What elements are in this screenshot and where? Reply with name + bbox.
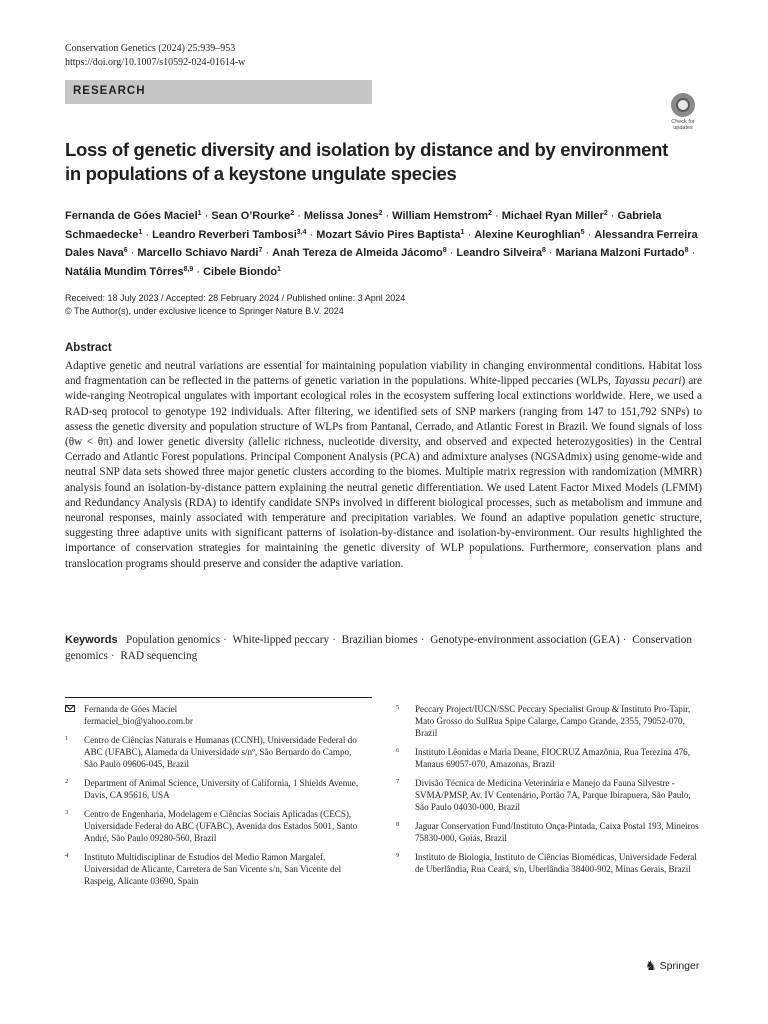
publisher-logo xyxy=(645,958,699,974)
correspondence-name: Fernanda de Góes Maciel xyxy=(84,704,178,714)
journal-citation: Conservation Genetics (2024) 25:939–953 xyxy=(65,43,236,54)
journal-header xyxy=(65,42,245,70)
keywords-label: Keywords xyxy=(65,634,118,646)
author-affiliation-ref: 8 xyxy=(541,247,546,254)
author-affiliation-ref: 8 xyxy=(684,247,689,254)
abstract-part-1: Adaptive genetic and neutral variations are essential for maintaining population viability in changing environmental conditions. Habitat loss and fragmentation can be reflected in the patterns of genetic variation in the populations. White-lipped peccaries (WLPs, xyxy=(65,360,702,388)
affiliation-text: Instituto Multidisciplinar de Estudios del Medio Ramon Margalef, Universidad de Alicante, Carretera de San Vicente s/n, San Vicente del Raspeig, Alicante 03690, Spain xyxy=(84,852,342,886)
author-affiliation-ref: 2 xyxy=(290,210,295,217)
keyword-item: Population genomics xyxy=(125,634,221,646)
affiliation-footnote xyxy=(396,851,706,875)
author-name: Sean O’Rourke xyxy=(211,210,291,222)
check-label-2: updates xyxy=(673,125,693,131)
dates-line: Received: 18 July 2023 / Accepted: 28 February 2024 / Published online: 3 April 2024 xyxy=(65,293,406,303)
doi-link[interactable]: https://doi.org/10.1007/s10592-024-01614-w xyxy=(65,57,246,68)
keyword-item: Conservation genomics xyxy=(65,634,692,662)
check-updates-icon xyxy=(671,93,695,117)
affiliation-number: 6 xyxy=(396,747,400,754)
affiliation-number: 3 xyxy=(65,809,69,816)
affiliation-text: Centro de Ciências Naturais e Humanas (CCNH), Universidade Federal do ABC (UFABC), Alameda da Universidade s/nº, São Bernardo do Campo, São Paulo 09606-045, Brazil xyxy=(84,735,357,769)
author-list: Fernanda de Góes Maciel$^1$ · Sean O’Rourke$^2$ · Melissa Jones$^2$ · William Hemstrom$^2$ · Michael Ryan Miller$^2$ · Gabriela Schmaedecke$^1$ · Leandro Reverberi Tambosi$^{3,4}$ · Mozart Sávio Pires Baptista$^1$ · Alexine Keuroghlian$^5$ · Alessandra Ferreira Dales Nava$^6$ · Marcello Schiavo Nardi$^7$ · Anah Tereza de Almeida Jácomo$^8$ · Leandro Silveira$^8$ · Mariana Malzoni Furtado$^8$ · Natália Mundim Tôrres$^{8,9}$ · Cibele Biondo$^1$ xyxy=(65,210,698,278)
publication-dates xyxy=(65,292,405,317)
affiliation-footnote xyxy=(396,746,706,770)
author-name: Alexine Keuroghlian xyxy=(474,228,581,241)
affiliation-text: Instituto de Biologia, Instituto de Ciências Biomédicas, Universidade Federal de Uberlândia, Rua Ceará, s/n, Uberlândia 38400-902, Minas Gerais, Brazil xyxy=(415,852,697,874)
keyword-item: RAD sequencing xyxy=(120,650,198,662)
affiliation-text: Jaguar Conservation Fund/Instituto Onça-Pintada, Caixa Postal 193, Mineiros 75830-000, Goiás, Brazil xyxy=(415,821,699,843)
author-name: Marcello Schiavo Nardi xyxy=(137,247,259,259)
author-name: Michael Ryan Miller xyxy=(501,210,604,222)
affiliation-number: 5 xyxy=(396,704,400,711)
section-label: RESEARCH xyxy=(65,80,372,104)
author-affiliation-ref: 8 xyxy=(442,247,447,254)
author-affiliation-ref: 2 xyxy=(378,210,383,217)
affiliation-footnote xyxy=(65,734,365,770)
author-affiliation-ref: 5 xyxy=(580,228,585,236)
author-affiliation-ref: 8,9 xyxy=(183,265,194,273)
affiliation-number: 2 xyxy=(65,778,69,785)
author-name: Fernanda de Góes Maciel xyxy=(65,210,198,222)
author-affiliation-ref: 6 xyxy=(123,247,128,254)
affiliation-footnote xyxy=(65,777,365,801)
affiliation-number: 1 xyxy=(65,735,69,742)
affiliation-text: Divisão Técnica de Medicina Veterinária e Manejo da Fauna Silvestre - SVMA/PMSP, Av. IV Centenário, Portão 7A, Parque Ibirapuera, São Paulo, São Paulo 04030-000, Brazil xyxy=(415,778,691,812)
affiliation-footnote xyxy=(65,851,365,887)
keyword-item: Genotype-environment association (GEA) xyxy=(430,634,620,646)
article-title: Loss of genetic diversity and isolation by distance and by environment in populations of a keystone ungulate species xyxy=(65,139,668,184)
author-name: Gabriela Schmaedecke xyxy=(65,210,662,241)
affiliation-text: Instituto Lêonidas e Maria Deane, FIOCRUZ Amazônia, Rua Terezina 476, Manaus 69057-070, Amazonas, Brazil xyxy=(415,747,690,769)
affiliation-number: 9 xyxy=(396,852,400,859)
abstract-heading: Abstract xyxy=(65,342,112,354)
keyword-item: Brazilian biomes xyxy=(341,634,418,646)
species-name: Tayassu pecari xyxy=(614,375,682,388)
author-name: Melissa Jones xyxy=(303,210,379,222)
springer-horse-icon: ♞ xyxy=(645,958,657,973)
correspondence-email[interactable]: fermaciel_bio@yahoo.com.br xyxy=(84,716,193,726)
author-affiliation-ref: 1 xyxy=(460,228,465,236)
affiliation-footnote xyxy=(396,777,706,813)
author-name: William Hemstrom xyxy=(392,210,489,222)
author-affiliation-ref: 1 xyxy=(197,210,202,217)
author-affiliation-ref: 2 xyxy=(488,210,492,217)
affiliation-text: Department of Animal Science, University of California, 1 Shields Avenue, Davis, CA 95616, USA xyxy=(84,778,359,800)
author-name: Leandro Reverberi Tambosi xyxy=(152,228,297,241)
footnotes-right xyxy=(396,703,706,882)
author-name: Alessandra Ferreira Dales Nava xyxy=(65,228,698,259)
keyword-item: White-lipped peccary xyxy=(232,634,330,646)
affiliation-text: Peccary Project/IUCN/SSC Peccary Specialist Group & Instituto Pro-Tapir, Mato Grosso do SulRua Spipe Calarge, Campo Grande, 2355, 79052-070, Brazil xyxy=(415,704,691,738)
affiliation-number: 4 xyxy=(65,852,69,859)
author-name: Cibele Biondo xyxy=(203,265,278,278)
copyright-line: © The Author(s), under exclusive licence to Springer Nature B.V. 2024 xyxy=(65,305,344,316)
affiliation-footnote xyxy=(65,808,365,844)
affiliation-footnote xyxy=(396,820,706,844)
abstract-part-2: ) are wide-ranging Neotropical ungulates with important ecological roles in the ecosystem suffering local extinctions worldwide. Here, we used a RAD-seq protocol to genotype 192 individuals. After filtering, we identified sets of SNP markers (ranging from 147 to 151,792 SNPs) to assess the genetic diversity and population structure of WLPs from Pantanal, Cerrado, and Atlantic Forest in Brazil. We found signals of loss (θw < θπ) and lower genetic diversity (allelic richness, nucleotide diversity, and observed and expected heterozygosities) in the Central Cerrado and Atlantic Forest populations. Principal Component Analysis (PCA) and admixture analyses (NGSAdmix) using genome-wide and neutral SNP data sets showed three major genetic clusters according to the biomes. Multiple matrix regression with randomization (MMRR) analysis found an isolation-by-distance pattern explaining the neutral genetic differentiation. We used Latent Factor Mixed Models (LFMM) and Redundancy Analysis (RDA) to identify candidate SNPs involved in different biological processes, such as metabolism and immune and neuronal responses, mainly associated with temperature and precipitation variables. We found an adaptive population genetic structure, suggesting three adaptive units with significant patterns of isolation-by-distance and isolation-by-environment. Our results highlighted the importance of conservation strategies for maintaining the genetic diversity of WLP populations. Furthermore, conservation plans and translocation programs should preserve and consider the adaptive variation. xyxy=(65,375,702,570)
keywords: Keywords Population genomics · White-lipped peccary · Brazilian biomes · Genotype-environment association (GEA) · Conservation genomics · RAD sequencing xyxy=(65,634,692,662)
author-name: Natália Mundim Tôrres xyxy=(65,265,184,278)
affiliation-text: Centro de Engenharia, Modelagem e Ciências Sociais Aplicadas (CECS), Universidade Federal do ABC (UFABC), Avenida dos Estados 5001, Santo André, São Paulo 09280-560, Brazil xyxy=(84,809,358,843)
author-name: Leandro Silveira xyxy=(456,247,542,259)
author-affiliation-ref: 3,4 xyxy=(296,228,307,236)
author-name: Anah Tereza de Almeida Jácomo xyxy=(272,247,443,259)
check-for-updates-badge[interactable] xyxy=(666,93,700,129)
correspondence-footnote xyxy=(65,703,365,727)
author-affiliation-ref: 1 xyxy=(277,265,281,273)
footnote-divider xyxy=(65,697,372,698)
check-label-1: Check for xyxy=(671,119,695,125)
author-name: Mozart Sávio Pires Baptista xyxy=(316,228,461,241)
author-name: Mariana Malzoni Furtado xyxy=(555,247,685,259)
affiliation-footnote xyxy=(396,703,706,739)
author-affiliation-ref: 7 xyxy=(258,247,263,254)
author-affiliation-ref: 1 xyxy=(138,228,143,236)
author-affiliation-ref: 2 xyxy=(603,210,608,217)
footnotes-left xyxy=(65,703,365,894)
affiliation-number: 8 xyxy=(396,821,400,828)
publisher-name: Springer xyxy=(659,960,700,972)
affiliation-number: 7 xyxy=(396,778,400,785)
envelope-icon xyxy=(65,705,75,712)
abstract-text xyxy=(65,359,702,572)
